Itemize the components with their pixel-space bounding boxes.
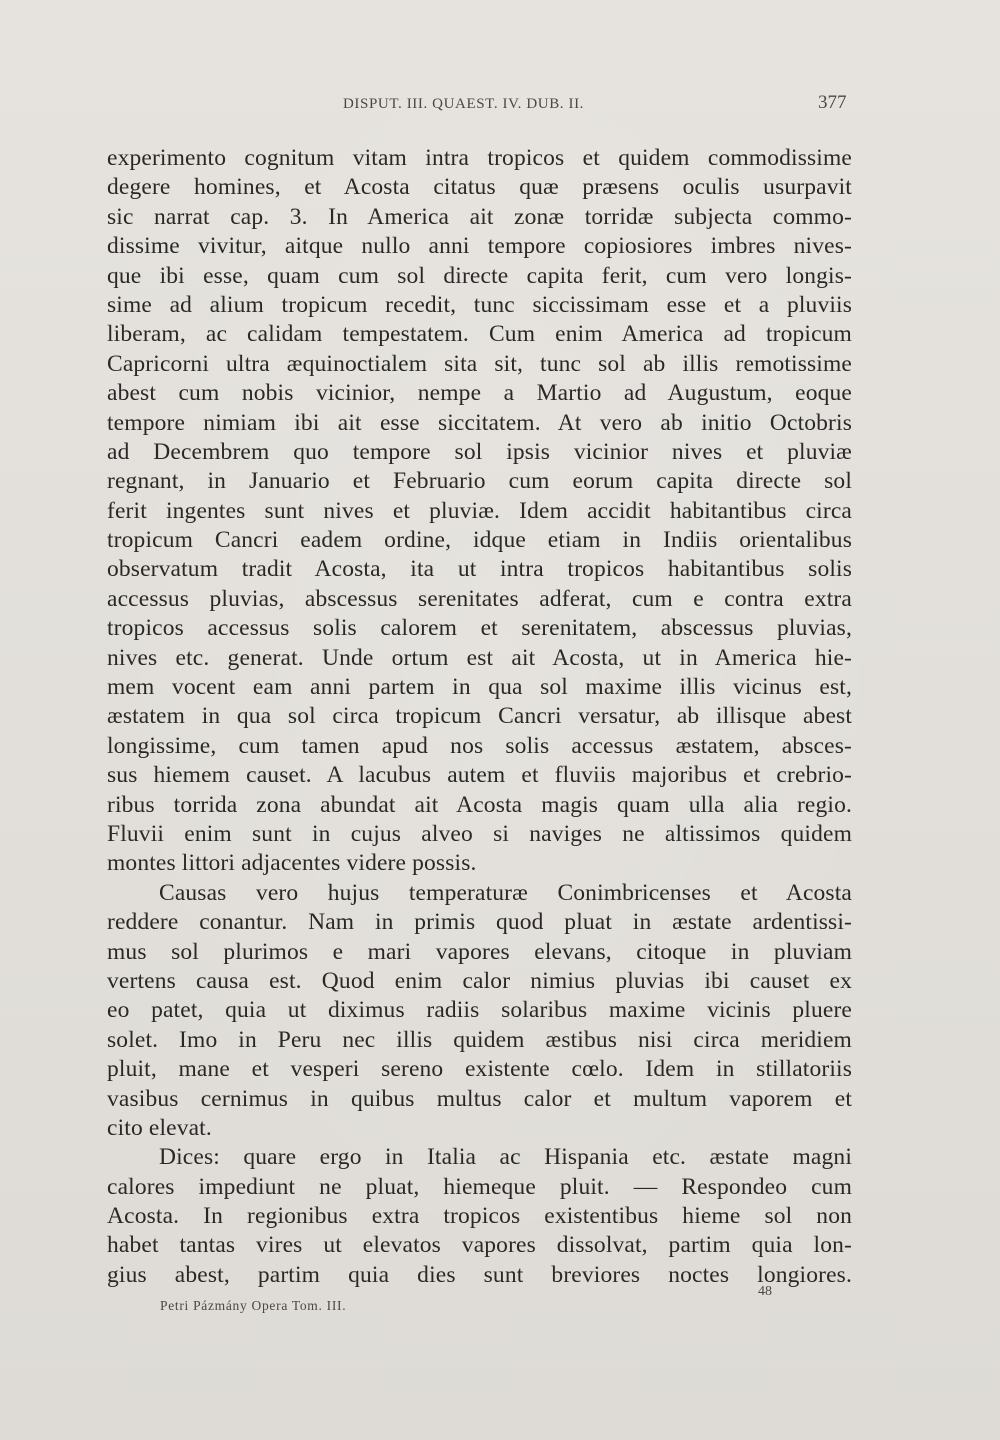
text-line: regnant, in Januario et Februario cum eorum capita directe sol: [107, 468, 852, 495]
text-line: experimento cognitum vitam intra tropicos et quidem commodissime: [107, 145, 852, 171]
footer-imprint: Petri Pázmány Opera Tom. III.: [160, 1298, 347, 1313]
text-line: nives etc. generat. Unde ortum est ait Acosta, ut in America hie-: [107, 644, 852, 671]
text-line: sime ad alium tropicum recedit, tunc siccissimam esse et a pluviis: [107, 291, 852, 318]
text-line: eo patet, quia ut diximus radiis solaribus maxime vicinis pluere: [107, 997, 852, 1024]
text-line: Capricorni ultra æquinoctialem sita sit, tunc sol ab illis remotissime: [107, 350, 852, 377]
text-line: vertens causa est. Quod enim calor nimius pluvias ibi causet ex: [107, 967, 852, 994]
text-line: abest cum nobis vicinior, nempe a Martio ad Augustum, eoque: [107, 380, 852, 407]
text-line: tempore nimiam ibi ait esse siccitatem. At vero ab initio Octobris: [107, 409, 852, 436]
page-number: 377: [818, 92, 847, 113]
running-head: DISPUT. III. QUAEST. IV. DUB. II.: [343, 96, 585, 112]
text-line: dissime vivitur, aitque nullo anni tempore copiosiores imbres nives-: [107, 233, 852, 260]
text-line: mem vocent eam anni partem in qua sol maxime illis vicinus est,: [107, 674, 852, 701]
paragraph-end-line: cito elevat.: [107, 1114, 212, 1141]
text-line: vasibus cernimus in quibus multus calor et multum vaporem et: [107, 1085, 852, 1112]
text-line: ferit ingentes sunt nives et pluviæ. Idem accidit habitantibus circa: [107, 497, 852, 524]
text-line: gius abest, partim quia dies sunt breviores noctes longiores.: [107, 1261, 852, 1288]
text-line: sic narrat cap. 3. In America ait zonæ torridæ subjecta commo-: [107, 203, 852, 230]
text-line: que ibi esse, quam cum sol directe capita ferit, cum vero longis-: [107, 262, 852, 289]
text-line: tropicos accessus solis calorem et serenitatem, abscessus pluvias,: [107, 615, 852, 642]
text-line: reddere conantur. Nam in primis quod pluat in æstate ardentissi-: [107, 909, 852, 936]
text-line: ad Decembrem quo tempore sol ipsis vicinior nives et pluviæ: [107, 438, 852, 465]
text-line: mus sol plurimos e mari vapores elevans, citoque in pluviam: [107, 938, 852, 965]
paragraph-start-line: Dices: quare ergo in Italia ac Hispania etc. æstate magni: [159, 1144, 852, 1171]
paragraph-end-line: montes littori adjacentes videre possis.: [107, 850, 477, 877]
text-line: calores impediunt ne pluat, hiemeque pluit. — Respondeo cum: [107, 1173, 852, 1200]
text-line: pluit, mane et vesperi sereno existente cœlo. Idem in stillatoriis: [107, 1056, 852, 1083]
text-line: æstatem in qua sol circa tropicum Cancri versatur, ab illisque abest: [107, 703, 852, 730]
text-line: degere homines, et Acosta citatus quæ præsens oculis usurpavit: [107, 174, 852, 201]
text-line: sus hiemem causet. A lacubus autem et fluviis majoribus et crebrio-: [107, 762, 852, 789]
text-line: tropicum Cancri eadem ordine, idque etiam in Indiis orientalibus: [107, 527, 852, 554]
text-line: liberam, ac calidam tempestatem. Cum enim America ad tropicum: [107, 321, 852, 348]
text-line: solet. Imo in Peru nec illis quidem æstibus nisi circa meridiem: [107, 1026, 852, 1053]
text-line: habet tantas vires ut elevatos vapores dissolvat, partim quia lon-: [107, 1232, 852, 1259]
signature-mark: 48: [758, 1284, 772, 1299]
text-line: observatum tradit Acosta, ita ut intra tropicos habitantibus solis: [107, 556, 852, 583]
text-line: ribus torrida zona abundat ait Acosta magis quam ulla alia regio.: [107, 791, 852, 818]
body-text: [107, 144, 852, 1290]
text-line: Acosta. In regionibus extra tropicos existentibus hieme sol non: [107, 1203, 852, 1230]
text-line: accessus pluvias, abscessus serenitates adferat, cum e contra extra: [107, 585, 852, 612]
paragraph-start-line: Causas vero hujus temperaturæ Conimbricenses et Acosta: [159, 879, 852, 906]
text-line: Fluvii enim sunt in cujus alveo si naviges ne altissimos quidem: [107, 820, 852, 847]
text-line: longissime, cum tamen apud nos solis accessus æstatem, absces-: [107, 732, 852, 759]
